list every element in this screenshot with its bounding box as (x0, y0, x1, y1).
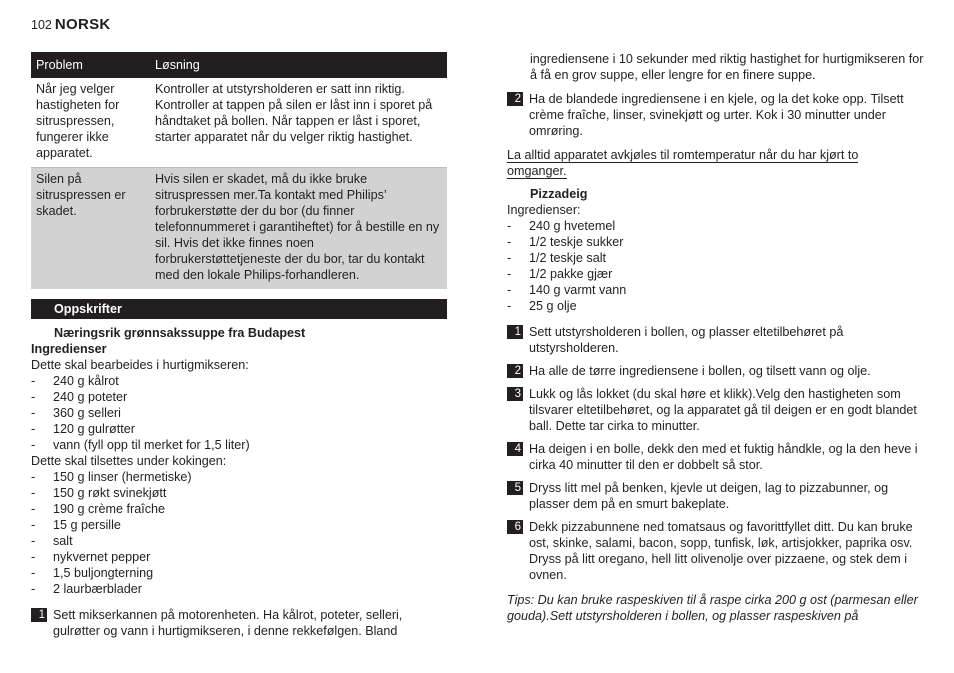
list-item: - 150 g linser (hermetiske) (31, 469, 447, 485)
troubleshooting-table (31, 52, 447, 289)
list-item: - 190 g crème fraîche (31, 501, 447, 517)
note-text: La alltid apparatet avkjøles til romtemperatur når du har kjørt to omganger. (507, 148, 859, 178)
group2-label: Dette skal tilsettes under kokingen: (31, 454, 227, 468)
ingredients-label: Ingredienser: (507, 203, 581, 217)
list-item: - 1/2 teskje salt (507, 250, 927, 266)
step-text: Ha alle de tørre ingrediensene i bollen, og tilsett vann og olje. (529, 364, 871, 378)
list-item: - 240 g kålrot (31, 373, 447, 389)
list-item: - 25 g olje (507, 298, 927, 314)
list-item: - 1/2 teskje sukker (507, 234, 927, 250)
pizza-step-3 (507, 386, 927, 434)
soup-step-2 (507, 91, 927, 139)
recipe-title: Næringsrik grønnsakssuppe fra Budapest (54, 326, 306, 340)
step-number: 3 (507, 387, 523, 401)
ingredients-list (507, 218, 927, 314)
ingredients-label: Ingredienser (31, 342, 107, 356)
right-column (507, 51, 927, 624)
problem-cell: Silen på sitruspressen er skadet. (36, 172, 126, 218)
pizza-step-5 (507, 480, 927, 512)
list-item: - 240 g hvetemel (507, 218, 927, 234)
list-item: - 360 g selleri (31, 405, 447, 421)
step-number: 5 (507, 481, 523, 495)
soup-recipe (31, 325, 447, 639)
left-column (31, 52, 447, 639)
list-item: - 2 laurbærblader (31, 581, 447, 597)
list-item: - 150 g røkt svinekjøtt (31, 485, 447, 501)
solution-cell: Kontroller at utstyrsholderen er satt inn riktig. Kontroller at tappen på silen er låst inn i sporet på håndtaket på bollen. Når tappen er låst i sporet, starter apparatet når du velger riktig hastighet. (155, 82, 433, 144)
table-row (31, 168, 447, 289)
step-number: 6 (507, 520, 523, 534)
list-item: - 140 g varmt vann (507, 282, 927, 298)
header-problem: Problem (36, 58, 83, 72)
group1-label: Dette skal bearbeides i hurtigmikseren: (31, 358, 249, 372)
step-text: Sett utstyrsholderen i bollen, og plasser eltetilbehøret på utstyrsholderen. (529, 325, 844, 355)
solution-cell: Hvis silen er skadet, må du ikke bruke sitruspressen mer.Ta kontakt med Philips’ forbrukerstøtte der du bor (du finner telefonnummeret i garantiheftet) for å bestille en ny sil. Hvis det ikke finnes noen forbrukerstøttetjeneste der du bor, tar du kontakt med den lokale Philips-forhandleren. (155, 172, 440, 282)
step-number: 4 (507, 442, 523, 456)
step-text: Ha deigen i en bolle, dekk den med et fuktig håndkle, og la den heve i cirka 40 minutter til den er dobbelt så stor. (529, 442, 918, 472)
header-solution: Løsning (155, 58, 200, 72)
section-title: Oppskrifter (31, 299, 447, 319)
step-text: Dryss litt mel på benken, kjevle ut deigen, lag to pizzabunner, og plasser dem på en smurt bakeplate. (529, 481, 889, 511)
step-text: Ha de blandede ingrediensene i en kjele, og la det koke opp. Tilsett crème fraîche, linser, svinekjøtt og urter. Kok i 30 minutter under omrøring. (529, 92, 904, 138)
list-item: - salt (31, 533, 447, 549)
table-row (31, 78, 447, 168)
pizza-step-4 (507, 441, 927, 473)
list-item: - nykvernet pepper (31, 549, 447, 565)
list-item: - 15 g persille (31, 517, 447, 533)
group2-list (31, 469, 447, 597)
step-number: 1 (31, 608, 47, 622)
page-number: 102 (31, 18, 52, 32)
pizza-recipe (507, 186, 927, 624)
pizza-step-1 (507, 324, 927, 356)
cooling-note (507, 147, 889, 179)
list-item: - 1/2 pakke gjær (507, 266, 927, 282)
step-text: Dekk pizzabunnene ned tomatsaus og favorittfyllet ditt. Du kan bruke ost, skinke, salami, bacon, sopp, tunfisk, løk, artisjokker, paprika osv. Dryss på litt oregano, hell litt olivenolje over pizzaene, og stek dem i ovnen. (529, 520, 913, 582)
soup-step-1-continued: ingrediensene i 10 sekunder med riktig hastighet for hurtigmikseren for å få en grov suppe, eller lengre for en finere suppe. (530, 52, 924, 82)
step-number: 1 (507, 325, 523, 339)
list-item: - vann (fyll opp til merket for 1,5 liter) (31, 437, 447, 453)
problem-cell: Når jeg velger hastigheten for sitruspressen, fungerer ikke apparatet. (36, 82, 120, 160)
step-number: 2 (507, 364, 523, 378)
list-item: - 1,5 buljongterning (31, 565, 447, 581)
page-header (31, 17, 111, 33)
step-number: 2 (507, 92, 523, 106)
tips-text: Tips: Du kan bruke raspeskiven til å raspe cirka 200 g ost (parmesan eller gouda).Sett utstyrsholderen i bollen, og plasser raspeskiven på (507, 593, 918, 623)
soup-step-1 (31, 607, 447, 639)
step-text: Lukk og lås lokket (du skal høre et klikk).Velg den hastigheten som tilsvarer eltetilbehøret, og la apparatet gå til deigen er en godt blandet ball. Dette tar cirka to minutter. (529, 387, 917, 433)
table-header (31, 52, 447, 78)
language-title: NORSK (54, 16, 111, 33)
pizza-step-6 (507, 519, 927, 583)
step-text: Sett mikserkannen på motorenheten. Ha kålrot, poteter, selleri, gulrøtter og vann i hurtigmikseren, i denne rekkefølgen. Bland (53, 608, 403, 638)
recipe-title: Pizzadeig (530, 187, 588, 201)
pizza-step-2 (507, 363, 927, 379)
list-item: - 240 g poteter (31, 389, 447, 405)
group1-list (31, 373, 447, 453)
list-item: - 120 g gulrøtter (31, 421, 447, 437)
